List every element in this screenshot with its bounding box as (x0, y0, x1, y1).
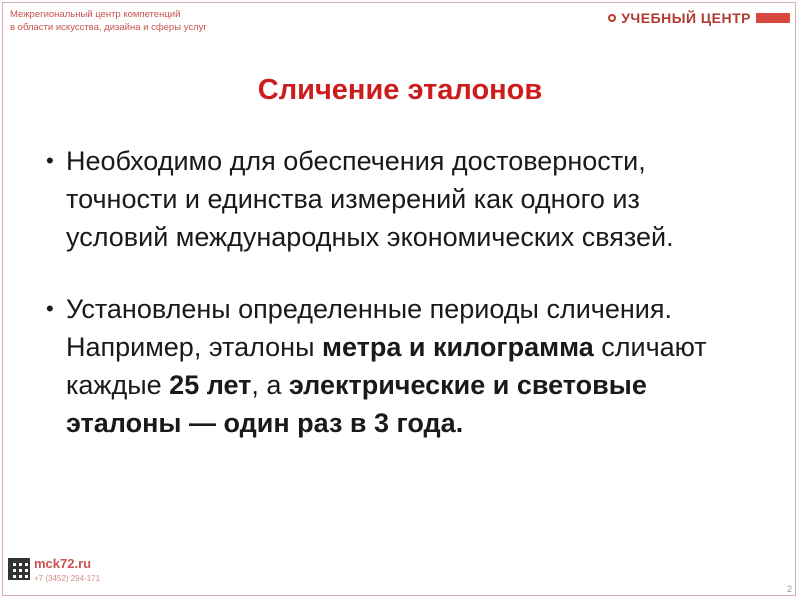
slide-title: Сличение эталонов (257, 74, 543, 106)
bullet-2-bold-electric-light: электрические и световые эталоны — один раз в 3 года. (66, 370, 647, 438)
brand-text: УЧЕБНЫЙ ЦЕНТР (621, 10, 751, 26)
footer-site-link[interactable]: mck72.ru (34, 556, 92, 571)
qr-code-icon (8, 558, 30, 580)
bullet-dot-icon: • (46, 148, 54, 173)
org-name-line1: Межрегиональный центр компетенций (10, 9, 181, 20)
bullet-item-2 (46, 290, 746, 442)
page-number: 2 (786, 584, 792, 594)
brand-logo (608, 10, 790, 26)
bullet-2-bold-meter-kilogram: метра и килограмма (322, 332, 594, 362)
org-name-line2: в области искусства, дизайна и сферы услуг (10, 22, 207, 33)
circle-logo-icon (608, 14, 616, 22)
bullet-2-text-part2: сличают каждые (66, 332, 707, 400)
bullet-1-text: Необходимо для обеспечения достоверности, точности и единства измерений как одного из условий международных экономических связей. (66, 146, 674, 252)
bullet-list (46, 142, 746, 442)
org-name (10, 8, 207, 34)
footer-phone: +7 (3452) 294-171 (34, 574, 101, 583)
bullet-dot-icon: • (46, 296, 54, 321)
bullet-item-1 (46, 142, 746, 256)
brand-tag-icon (756, 13, 790, 23)
bullet-2-text-part1: Установлены определенные периоды сличения. Например, эталоны (66, 294, 672, 362)
bullet-2-bold-25-years: 25 лет (169, 370, 252, 400)
bullet-2-text-part3: , а (251, 370, 289, 400)
